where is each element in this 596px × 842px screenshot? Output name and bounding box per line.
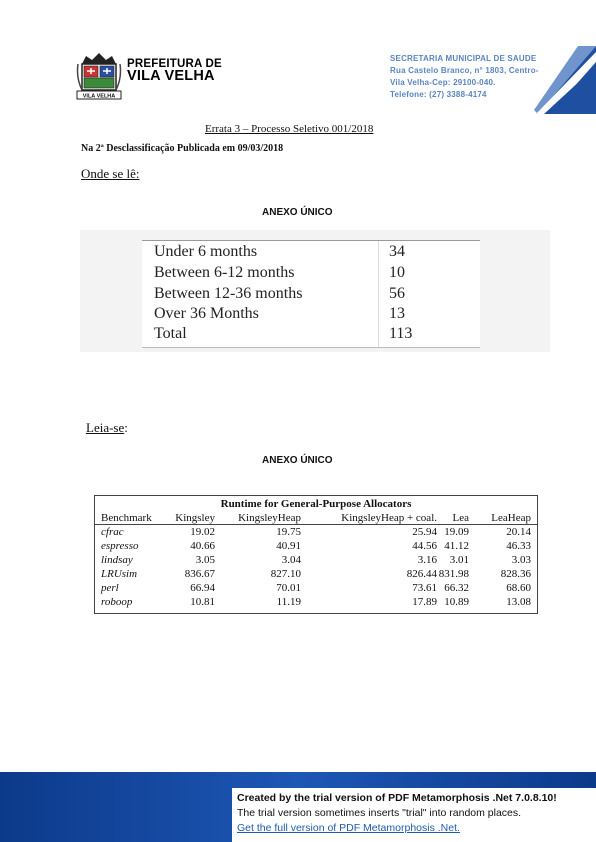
runtime-value: 827.10	[270, 568, 301, 580]
runtime-value: 10.89	[444, 596, 469, 608]
address-line2: Vila Velha-Cep: 29100-040.	[390, 78, 496, 87]
phone-line: Telefone: (27) 3388-4174	[390, 90, 487, 99]
row-value: 10	[389, 264, 405, 281]
row-label: Between 12-36 months	[154, 285, 303, 302]
runtime-value: 20.14	[506, 526, 531, 538]
trial-line2: The trial version sometimes inserts "trial" into random places.	[237, 807, 522, 819]
runtime-value: 73.61	[412, 582, 437, 594]
trial-full-version-link[interactable]: Get the full version of PDF Metamorphosis .Net.	[237, 822, 460, 834]
anexo-heading-2: ANEXO ÚNICO	[262, 455, 333, 466]
row-value: 13	[389, 305, 405, 322]
document-subtitle: Na 2ª Desclassificação Publicada em 09/03/2018	[81, 143, 284, 154]
runtime-value: 40.66	[190, 540, 215, 552]
column-header: KingsleyHeap	[238, 512, 301, 524]
table1-frame	[142, 240, 480, 348]
runtime-value: 3.03	[511, 554, 531, 566]
runtime-value: 826.44	[406, 568, 437, 580]
logo-line1: PREFEITURA DE	[127, 58, 222, 70]
column-header: KingsleyHeap + coal.	[341, 512, 437, 524]
runtime-value: 68.60	[506, 582, 531, 594]
benchmark-name: perl	[101, 582, 119, 594]
column-header: Kingsley	[175, 512, 215, 524]
runtime-value: 46.33	[506, 540, 531, 552]
runtime-value: 66.32	[444, 582, 469, 594]
benchmark-name: LRUsim	[101, 568, 138, 580]
table-caption: Runtime for General-Purpose Allocators	[220, 498, 412, 510]
runtime-value: 3.16	[417, 554, 437, 566]
benchmark-name: cfrac	[101, 526, 124, 538]
runtime-value: 11.19	[276, 596, 301, 608]
row-value: 34	[389, 243, 405, 260]
onde-se-le-label: Onde se lê:	[81, 166, 140, 181]
address-line1: Rua Castelo Branco, n° 1803, Centro-	[390, 66, 539, 75]
logo-line2: VILA VELHA	[127, 68, 215, 84]
onde-se-le-table	[80, 230, 550, 352]
runtime-value: 3.04	[281, 554, 301, 566]
row-label: Total	[154, 325, 187, 342]
trial-line1: Created by the trial version of PDF Metamorphosis .Net 7.0.8.10!	[237, 792, 557, 804]
benchmark-name: espresso	[101, 540, 139, 552]
row-value: 56	[389, 285, 405, 302]
column-header: LeaHeap	[491, 512, 531, 524]
anexo-heading-1: ANEXO ÚNICO	[262, 207, 333, 218]
runtime-value: 70.01	[276, 582, 301, 594]
runtime-value: 40.91	[276, 540, 301, 552]
row-value: 113	[389, 325, 413, 342]
runtime-value: 44.56	[412, 540, 437, 552]
secretaria-address-block	[390, 53, 565, 101]
runtime-value: 828.36	[500, 568, 531, 580]
runtime-value: 13.08	[506, 596, 531, 608]
header-rule	[95, 524, 537, 525]
runtime-value: 66.94	[190, 582, 215, 594]
row-label: Between 6-12 months	[154, 264, 295, 281]
column-header: Benchmark	[101, 512, 152, 524]
runtime-value: 836.67	[184, 568, 215, 580]
document-title: Errata 3 – Processo Seletivo 001/2018	[205, 123, 374, 135]
benchmark-name: lindsay	[101, 554, 133, 566]
runtime-value: 19.75	[276, 526, 301, 538]
runtime-value: 10.81	[190, 596, 215, 608]
leia-se-label	[86, 420, 128, 436]
row-label: Under 6 months	[154, 243, 258, 260]
logo-wordmark	[127, 58, 222, 82]
leia-se-word: Leia-se	[86, 420, 125, 435]
runtime-value: 19.02	[190, 526, 215, 538]
runtime-value: 25.94	[412, 526, 437, 538]
runtime-value: 19.09	[444, 526, 469, 538]
vila-velha-crest-logo	[76, 50, 122, 100]
runtime-value: 17.89	[412, 596, 437, 608]
table1-divider	[378, 241, 379, 347]
trial-notice	[232, 788, 596, 842]
allocator-runtime-table	[94, 495, 538, 614]
leia-se-colon: :	[124, 420, 128, 435]
runtime-value: 3.05	[195, 554, 215, 566]
row-label: Over 36 Months	[154, 305, 259, 322]
benchmark-name: roboop	[101, 596, 133, 608]
column-header: Lea	[452, 512, 469, 524]
secretaria-title: SECRETARIA MUNICIPAL DE SAUDE	[390, 54, 537, 63]
runtime-value: 41.12	[444, 540, 469, 552]
runtime-value: 831.98	[438, 568, 469, 580]
runtime-value: 3.01	[449, 554, 469, 566]
crest-banner-text: VILA VELHA	[82, 93, 116, 100]
